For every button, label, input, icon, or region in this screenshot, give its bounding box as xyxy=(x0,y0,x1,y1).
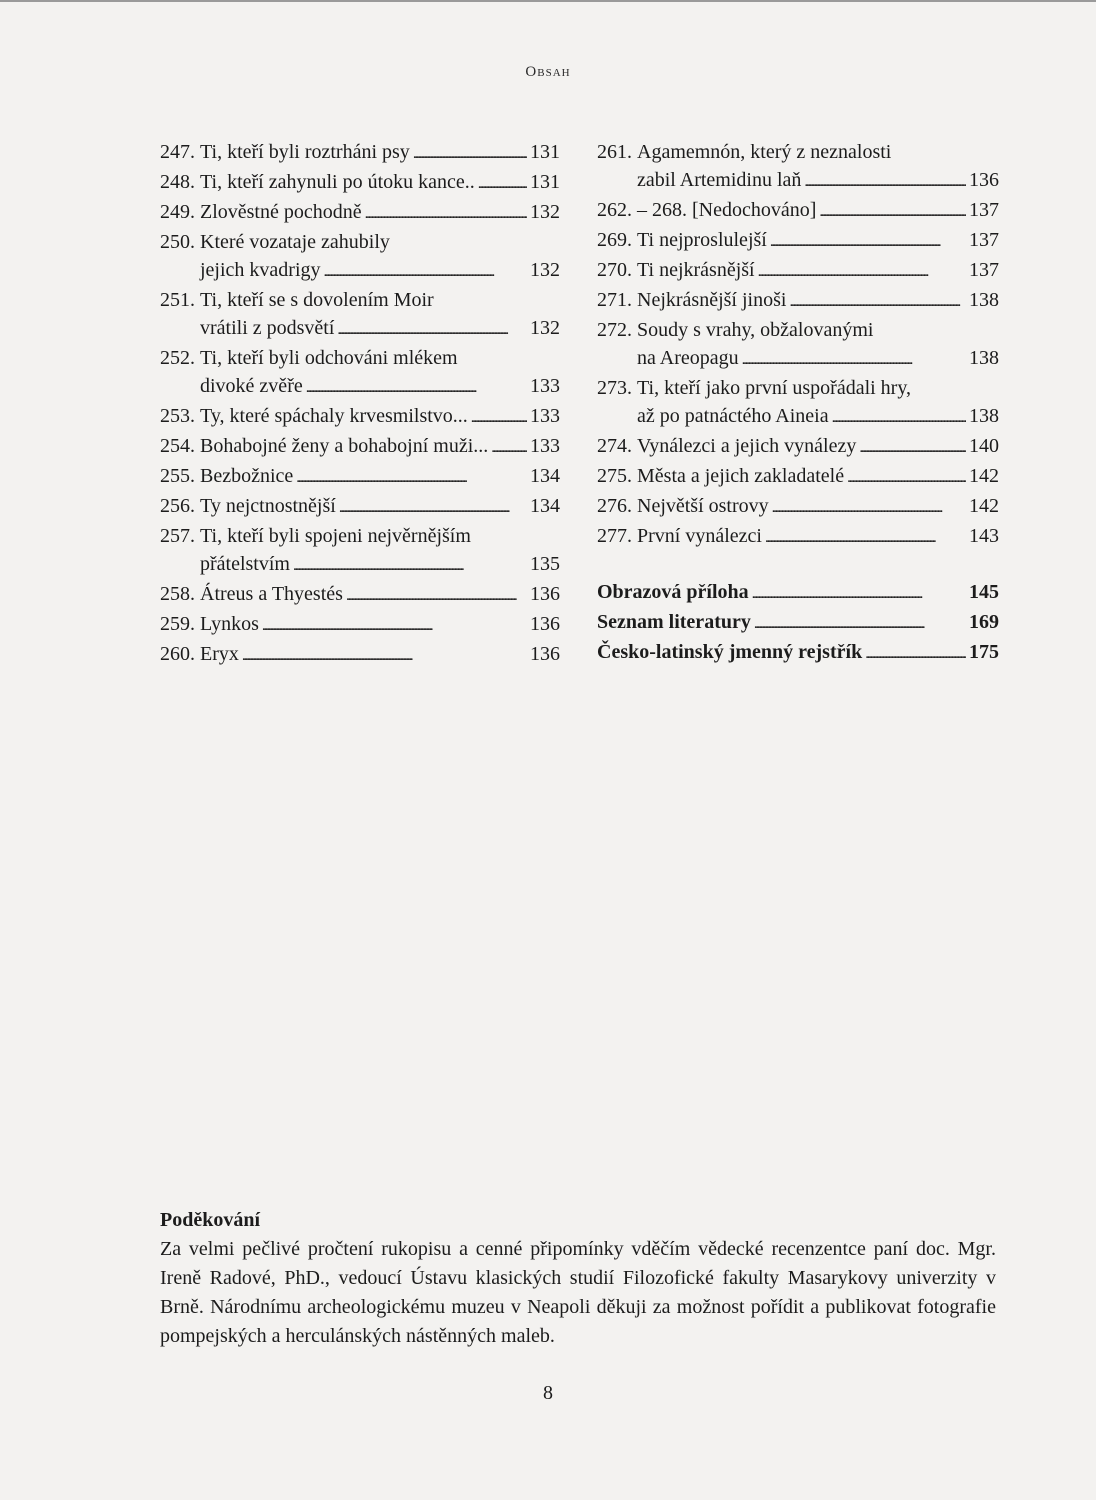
toc-line xyxy=(597,196,999,226)
toc-line xyxy=(160,228,560,256)
toc-entry xyxy=(160,198,560,228)
toc-leader-dots xyxy=(819,196,966,226)
running-head: Obsah xyxy=(525,64,571,80)
toc-entry-page: 137 xyxy=(969,199,999,221)
toc-line xyxy=(160,432,560,462)
toc-leader-dots xyxy=(306,372,527,402)
toc-leader-dots xyxy=(471,402,527,432)
toc-section-line xyxy=(597,608,999,638)
toc-entry-number: 252. xyxy=(160,347,200,369)
toc-entry-page: 145 xyxy=(969,581,999,603)
toc-line xyxy=(597,432,999,462)
toc-line xyxy=(160,550,560,580)
toc-entry-number: 262. – 268. xyxy=(597,199,692,221)
toc-entry-page: 169 xyxy=(969,611,999,633)
toc-line xyxy=(597,166,999,196)
toc-entry-page: 131 xyxy=(530,171,560,193)
toc-entry-number: 261. xyxy=(597,141,637,163)
toc-leader-dots xyxy=(413,138,527,168)
toc-line xyxy=(597,316,999,344)
toc-entry-title: Eryx xyxy=(200,643,239,665)
toc-entry-page: 134 xyxy=(530,495,560,517)
toc-entry xyxy=(597,432,999,462)
toc-entry-title: Zlověstné pochodně xyxy=(200,201,362,223)
toc-entry-title: Bohabojné ženy a bohabojní muži... xyxy=(200,435,489,457)
toc-line xyxy=(597,402,999,432)
toc-entry-page: 136 xyxy=(530,643,560,665)
toc-entry xyxy=(160,344,560,402)
acknowledgement xyxy=(160,1206,996,1351)
toc-entry-page: 131 xyxy=(530,141,560,163)
toc-line xyxy=(597,138,999,166)
toc-entry-title: Bezbožnice xyxy=(200,465,294,487)
toc-right-column xyxy=(597,138,999,668)
toc-entry-page: 133 xyxy=(530,435,560,457)
toc-entry-number: 277. xyxy=(597,525,637,547)
toc-entry-page: 132 xyxy=(530,317,560,339)
toc-entry xyxy=(597,374,999,432)
toc-entry-title: Ti nejproslulejší xyxy=(637,229,767,251)
toc-leader-dots xyxy=(752,578,966,608)
toc-entry xyxy=(597,492,999,522)
toc-entry-page: 132 xyxy=(530,201,560,223)
toc-leader-dots xyxy=(770,226,966,256)
toc-leader-dots xyxy=(337,314,527,344)
toc-line xyxy=(160,640,560,670)
acknowledgement-title: Poděkování xyxy=(160,1209,261,1231)
toc-entry-number: 273. xyxy=(597,377,637,399)
toc-entry-page: 133 xyxy=(530,405,560,427)
toc-entry-number: 257. xyxy=(160,525,200,547)
toc-line xyxy=(160,610,560,640)
toc-entry-title: Seznam literatury xyxy=(597,611,751,633)
toc-entry-title: vrátili z podsvětí xyxy=(200,317,335,339)
toc-line xyxy=(597,462,999,492)
toc-entry-title: Obrazová příloha xyxy=(597,581,749,603)
toc-entry-number: 254. xyxy=(160,435,200,457)
toc-leader-dots xyxy=(742,344,966,374)
toc-entry xyxy=(597,522,999,552)
toc-entry-page: 134 xyxy=(530,465,560,487)
toc-leader-dots xyxy=(865,638,966,668)
toc-line xyxy=(160,372,560,402)
toc-leader-dots xyxy=(339,492,527,522)
toc-line xyxy=(160,314,560,344)
toc-entry-title: Lynkos xyxy=(200,613,259,635)
toc-entry-number: 271. xyxy=(597,289,637,311)
toc-entry-page: 140 xyxy=(969,435,999,457)
toc-entry-page: 137 xyxy=(969,259,999,281)
toc-entry-title: Agamemnón, který z neznalosti xyxy=(637,141,892,163)
toc-entry-page: 142 xyxy=(969,495,999,517)
toc-entry-number: 248. xyxy=(160,171,200,193)
toc-entry xyxy=(597,138,999,196)
toc-entry xyxy=(160,168,560,198)
toc-entry xyxy=(160,580,560,610)
toc-line xyxy=(160,492,560,522)
toc-line xyxy=(160,198,560,228)
toc-entry-number: 253. xyxy=(160,405,200,427)
toc-line xyxy=(160,256,560,286)
toc-entry-title: divoké zvěře xyxy=(200,375,303,397)
toc-entry-page: 133 xyxy=(530,375,560,397)
toc-entry xyxy=(597,316,999,374)
toc-entry-title: Ti, kteří byli roztrháni psy xyxy=(200,141,410,163)
toc-entry xyxy=(597,256,999,286)
toc-leader-dots xyxy=(772,492,966,522)
toc-entry xyxy=(160,610,560,640)
toc-line xyxy=(160,402,560,432)
toc-section-line xyxy=(597,638,999,668)
toc-line xyxy=(597,492,999,522)
toc-leader-dots xyxy=(789,286,966,316)
toc-entry-title: zabil Artemidinu laň xyxy=(637,169,802,191)
toc-entry xyxy=(597,286,999,316)
toc-entry-number: 276. xyxy=(597,495,637,517)
toc-entry-number: 249. xyxy=(160,201,200,223)
toc-entry-title: Ti, kteří byli spojeni nejvěrnějším xyxy=(200,525,471,547)
toc-entry xyxy=(597,226,999,256)
toc-line xyxy=(597,286,999,316)
toc-entry-page: 135 xyxy=(530,553,560,575)
toc-entry xyxy=(160,402,560,432)
toc-entry-page: 136 xyxy=(969,169,999,191)
toc-entry-title: Ti, kteří zahynuli po útoku kance.. xyxy=(200,171,475,193)
toc-leader-dots xyxy=(242,640,527,670)
toc-line xyxy=(160,138,560,168)
toc-entry xyxy=(160,522,560,580)
toc-left-column xyxy=(160,138,560,670)
toc-leader-dots xyxy=(758,256,966,286)
toc-entry-page: 138 xyxy=(969,289,999,311)
toc-entry-number: 269. xyxy=(597,229,637,251)
toc-leader-dots xyxy=(478,168,527,198)
toc-entry-number: 270. xyxy=(597,259,637,281)
toc-entry-title: přátelstvím xyxy=(200,553,290,575)
toc-line xyxy=(597,226,999,256)
toc-line xyxy=(160,462,560,492)
toc-entry-page: 132 xyxy=(530,259,560,281)
toc-leader-dots xyxy=(324,256,527,286)
toc-entry-number: 260. xyxy=(160,643,200,665)
toc-line xyxy=(160,168,560,198)
toc-entry xyxy=(160,492,560,522)
toc-entry-number: 251. xyxy=(160,289,200,311)
toc-line xyxy=(597,344,999,374)
toc-entry-title: Soudy s vrahy, obžalovanými xyxy=(637,319,874,341)
toc-entry-title: Česko-latinský jmenný rejstřík xyxy=(597,641,863,663)
toc-entry-page: 138 xyxy=(969,347,999,369)
toc-entry-title: Nejkrásnější jinoši xyxy=(637,289,787,311)
toc-entry-title: Vynálezci a jejich vynálezy xyxy=(637,435,857,457)
toc-entry xyxy=(597,196,999,226)
toc-entry xyxy=(160,462,560,492)
toc-entry-title: až po patnáctého Aineia xyxy=(637,405,829,427)
toc-entry-title: Átreus a Thyestés xyxy=(200,583,343,605)
toc-entry-number: 259. xyxy=(160,613,200,635)
toc-entry-number: 247. xyxy=(160,141,200,163)
toc-entry-title: jejich kvadrigy xyxy=(200,259,321,281)
toc-leader-dots xyxy=(859,432,966,462)
toc-line xyxy=(597,522,999,552)
toc-entry xyxy=(160,432,560,462)
toc-leader-dots xyxy=(262,610,527,640)
toc-section-gap xyxy=(597,552,999,578)
toc-entry-number: 250. xyxy=(160,231,200,253)
toc-entry-title: Ti, kteří se s dovolením Moir xyxy=(200,289,434,311)
toc-entry-page: 136 xyxy=(530,583,560,605)
toc-line xyxy=(597,374,999,402)
page-top-edge xyxy=(0,0,1096,2)
toc-entry-title: [Nedochováno] xyxy=(692,199,817,221)
toc-line xyxy=(160,580,560,610)
toc-entry-number: 274. xyxy=(597,435,637,457)
toc-entry xyxy=(160,640,560,670)
toc-entry-page: 138 xyxy=(969,405,999,427)
toc-leader-dots xyxy=(754,608,966,638)
toc-leader-dots xyxy=(293,550,527,580)
toc-entry-number: 256. xyxy=(160,495,200,517)
toc-entry-title: Ty nejctnostnější xyxy=(200,495,336,517)
toc-entry-title: Největší ostrovy xyxy=(637,495,769,517)
toc-entry-title: Města a jejich zakladatelé xyxy=(637,465,845,487)
toc-entry-number: 275. xyxy=(597,465,637,487)
acknowledgement-text: Za velmi pečlivé pročtení rukopisu a cenné připomínky vděčím vědecké recenzentce paní doc. Mgr. Ireně Radové, PhD., vedoucí Ústavu klasických studií Filozofické fakulty Masarykovy univerzity v Brně. Národnímu archeologickému muzeu v Neapoli děkuji za možnost pořídit a publikovat fotografie pompejských a herculánských nástěnných maleb. xyxy=(160,1238,996,1347)
toc-leader-dots xyxy=(804,166,966,196)
toc-entry-title: Ti, kteří byli odchováni mlékem xyxy=(200,347,458,369)
toc-leader-dots xyxy=(346,580,527,610)
toc-entry xyxy=(160,138,560,168)
toc-line xyxy=(160,522,560,550)
toc-leader-dots xyxy=(847,462,966,492)
toc-entry-title: Ti nejkrásnější xyxy=(637,259,755,281)
toc-entry-page: 175 xyxy=(969,641,999,663)
toc-entry-number: 272. xyxy=(597,319,637,341)
toc-entry-title: Ty, které spáchaly krvesmilstvo... xyxy=(200,405,468,427)
toc-entry-title: Které vozataje zahubily xyxy=(200,231,390,253)
toc-entry-page: 142 xyxy=(969,465,999,487)
toc-entry-number: 258. xyxy=(160,583,200,605)
toc-leader-dots xyxy=(765,522,966,552)
toc-line xyxy=(597,256,999,286)
toc-entry-title: na Areopagu xyxy=(637,347,739,369)
toc-leader-dots xyxy=(296,462,527,492)
toc-entry-page: 137 xyxy=(969,229,999,251)
toc-entry-number: 255. xyxy=(160,465,200,487)
toc-entry xyxy=(160,286,560,344)
toc-leader-dots xyxy=(832,402,966,432)
toc-leader-dots xyxy=(365,198,527,228)
toc-entry-title: První vynálezci xyxy=(637,525,762,547)
toc-entry xyxy=(597,462,999,492)
toc-section-line xyxy=(597,578,999,608)
toc-entry-page: 136 xyxy=(530,613,560,635)
toc-entry-title: Ti, kteří jako první uspořádali hry, xyxy=(637,377,912,399)
toc-leader-dots xyxy=(491,432,527,462)
toc-line xyxy=(160,286,560,314)
page-number: 8 xyxy=(543,1382,553,1404)
toc-entry xyxy=(160,228,560,286)
toc-line xyxy=(160,344,560,372)
toc-entry-page: 143 xyxy=(969,525,999,547)
